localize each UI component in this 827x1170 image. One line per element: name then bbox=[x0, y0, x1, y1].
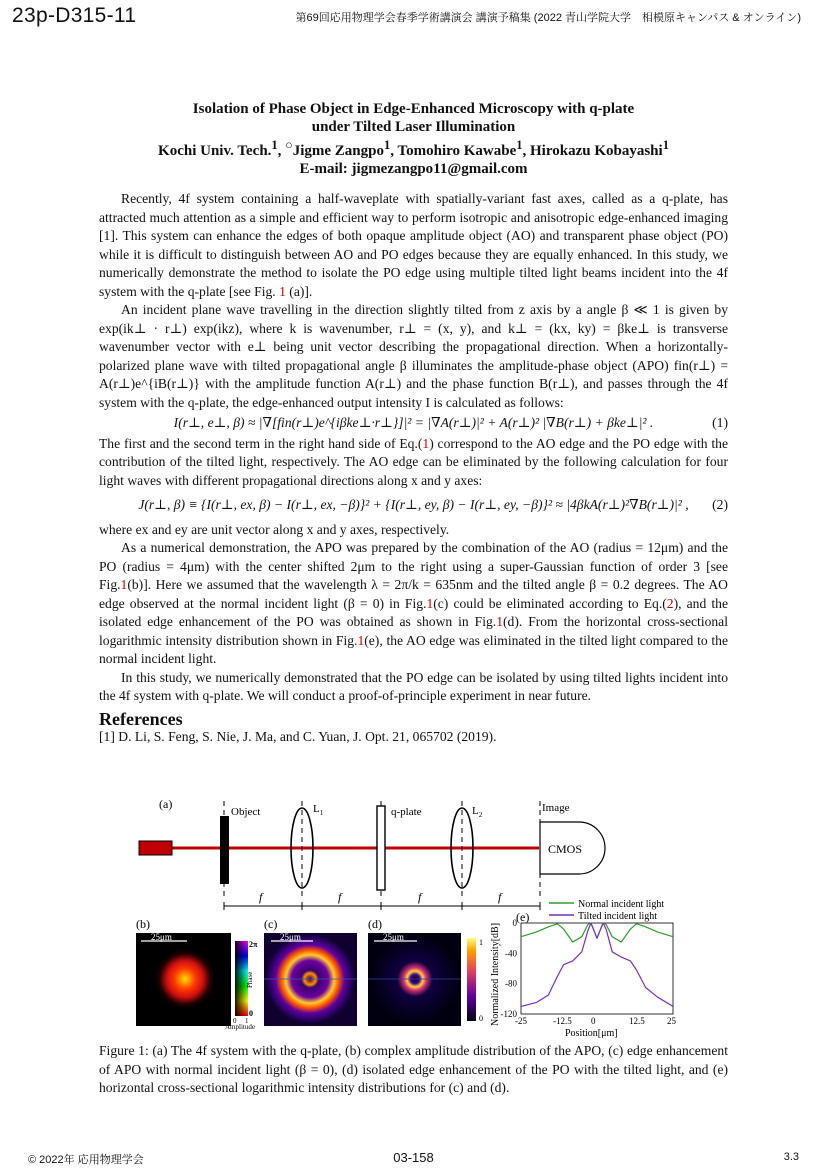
f-label: f bbox=[418, 890, 422, 904]
fig-ref-link[interactable]: 1 bbox=[426, 595, 434, 611]
paper-title-block bbox=[0, 100, 827, 178]
colorbar-min: 0 bbox=[479, 1014, 483, 1023]
amplitude-phase-object bbox=[155, 949, 215, 1009]
amp-max-label: 1 bbox=[245, 1017, 249, 1025]
q-plate-element bbox=[377, 806, 385, 890]
panel-c-label: (c) bbox=[264, 917, 278, 931]
paragraph-2: An incident plane wave travelling in the direction slightly tilted from z axis by a angle β ≪ 1 is given by exp(ik⊥ · r⊥) exp(ikz), where k is wavenumber, r⊥ = (x, y), and k⊥ = (kx, ky) = βke⊥ is transverse wavenumber vector with e⊥ being unit vector describing the propagational direction. When a horizontally-polarized plane wave with tilted propagational angle β illuminates the amplitude-phase object (APO) fin(r⊥) = A(r⊥)e^{iB(r⊥)} with the amplitude function A(r⊥) and the phase function B(r⊥), and passes through the 4f system with the q-plate, the edge-enhanced output intensity I is calculated as follows: bbox=[99, 302, 728, 410]
equation-2: J(r⊥, β) ≡ {I(r⊥, ex, β) − I(r⊥, ex, −β)}² + {I(r⊥, ey, β) − I(r⊥, ey, −β)}² ≈ |4βkA(r⊥)²∇B(r⊥)|² , (2) bbox=[99, 496, 728, 515]
author-3: Hirokazu Kobayashi bbox=[530, 143, 663, 159]
y-tick-label: 0 bbox=[512, 918, 517, 928]
paragraph-3: The first and the second term in the right hand side of Eq.(1) correspond to the AO edge and the PO edge with the contribution of the tilted light, respectively. The AO edge can be eliminated by the following calculation for four light waves with different propagational directions along x and y axes: bbox=[99, 435, 729, 488]
paragraph-5: As a numerical demonstration, the APO was prepared by the combination of the AO (radius = 12μm) and the PO (radius = 4μm) with the center shifted 2μm to the right using a super-Gaussian function of order 3 [see Fig.1(b)]. Here we assumed that the wavelength λ = 2π/k = 635nm and the tilted angle β = 0.2 degrees. The AO edge observed at the normal incident light (β = 0) in Fig.1(c) could be eliminated according to Eq.(2), and the isolated edge enhancement of the PO was obtained as shown in Fig.1(d). From the horizontal cross-sectional logarithmic intensity distribution shown in Fig.1(e), the AO edge was eliminated in the tilted light compared to the normal incident light. bbox=[99, 540, 728, 666]
y-axis-label: Normalized Intensity[dB] bbox=[490, 922, 501, 1026]
footer-copyright: © 2022年 応用物理学会 bbox=[28, 1154, 144, 1166]
y-tick-label: -40 bbox=[505, 948, 517, 959]
session-code: 23p-D315-11 bbox=[12, 4, 137, 27]
paragraph-6: In this study, we numerically demonstrated that the PO edge can be isolated by using tilted lights incident into the 4f system with q-plate. We will conduct a proof-of-principle experiment in near future. bbox=[99, 669, 728, 703]
x-tick-label: 25 bbox=[667, 1016, 676, 1026]
reference-1: [1] D. Li, S. Feng, S. Nie, J. Ma, and C. Yuan, J. Opt. 21, 065702 (2019). bbox=[99, 729, 497, 744]
cmos-label: CMOS bbox=[548, 842, 583, 856]
equation-1: I(r⊥, e⊥, β) ≈ |∇[fin(r⊥)e^{iβke⊥·r⊥}]|² = |∇A(r⊥)|² + A(r⊥)² |∇B(r⊥) + βke⊥|² . (1) bbox=[99, 414, 728, 433]
focal-length-arrows bbox=[224, 902, 540, 910]
series-line bbox=[521, 923, 673, 1006]
panel-b-label: (b) bbox=[136, 917, 150, 931]
colorbar-max: 1 bbox=[479, 938, 483, 947]
y-tick-label: -80 bbox=[505, 978, 517, 989]
figure-caption: Figure 1: (a) The 4f system with the q-plate, (b) complex amplitude distribution of the APO, (c) edge enhancement of APO with normal incident light (β = 0), (d) isolated edge enhancement of the PO with the tilted light, and (e) horizontal cross-sectional logarithmic intensity distributions for (c) and (d). bbox=[99, 1043, 728, 1095]
fig-ref-link[interactable]: 1 bbox=[279, 283, 286, 299]
equation-1-number: (1) bbox=[712, 415, 728, 430]
amp-min-label: 0 bbox=[233, 1017, 237, 1025]
q-plate-label: q-plate bbox=[391, 806, 422, 818]
presenter-mark: ○ bbox=[285, 138, 293, 152]
footer-section-number: 3.3 bbox=[783, 1151, 799, 1163]
paragraph-1: Recently, 4f system containing a half-waveplate with spatially-variant fast axes, called as a q-plate, has attracted much attention as a simple and efficient way to perform isotropic and anisotropic edge-enhanced imaging [1]. This system can enhance the edges of both opaque amplitude object (AO) and transparent phase object (PO) while it is difficult to distinguish between AO and PO edges because they are equally enhanced. In this study, we numerically demonstrate the method to isolate the PO edge using multiple tilted light beams incident into the 4f system with the q-plate [see Fig. 1 (a)]. bbox=[99, 191, 728, 299]
phase-max-label: 2π bbox=[249, 940, 258, 949]
fig-ref-link[interactable]: 1 bbox=[496, 614, 504, 629]
legend-normal: Normal incident light bbox=[578, 899, 665, 910]
panel-e-chart bbox=[490, 899, 677, 1038]
f-label: f bbox=[338, 890, 342, 904]
figure-1 bbox=[99, 798, 728, 1038]
panel-e-label: (e) bbox=[516, 910, 530, 924]
object-label: Object bbox=[231, 806, 261, 818]
author-2: Tomohiro Kawabe bbox=[397, 143, 517, 159]
x-tick-label: -25 bbox=[515, 1016, 527, 1026]
phase-axis-label: Phase bbox=[246, 971, 254, 988]
x-tick-label: -12.5 bbox=[553, 1016, 572, 1026]
panel-d-label: (d) bbox=[368, 917, 382, 931]
title-line-1: Isolation of Phase Object in Edge-Enhanced Microscopy with q-plate bbox=[192, 101, 635, 117]
lens-1-label: $L_1$ bbox=[313, 803, 324, 817]
image-label: Image bbox=[542, 802, 570, 814]
f-label: f bbox=[498, 890, 502, 904]
title-line-2: under Tilted Laser Illumination bbox=[311, 119, 516, 135]
paper-body bbox=[99, 190, 728, 747]
eq-ref-link[interactable]: 2 bbox=[666, 595, 674, 611]
scale-label: 25μm bbox=[280, 932, 301, 942]
f-label: f bbox=[259, 890, 263, 904]
paragraph-4: where ex and ey are unit vector along x and y axes, respectively. bbox=[99, 521, 450, 537]
eq-ref-link[interactable]: 1 bbox=[422, 435, 430, 451]
scale-label: 25μm bbox=[383, 932, 404, 942]
equation-2-number: (2) bbox=[712, 497, 728, 512]
references-heading: References bbox=[99, 708, 183, 729]
amplitude-axis-label: Amplitude bbox=[225, 1023, 255, 1031]
x-tick-label: 0 bbox=[591, 1016, 596, 1026]
footer-page-number: 03-158 bbox=[393, 1150, 434, 1165]
fig-ref-link[interactable]: 1 bbox=[120, 577, 128, 592]
object-element bbox=[220, 816, 229, 884]
panel-a-label: (a) bbox=[159, 798, 173, 811]
phase-min-label: 0 bbox=[249, 1009, 253, 1018]
author-1: Jigme Zangpo bbox=[292, 143, 384, 159]
conference-header: 第69回応用物理学会春季学術講演会 講演予稿集 (2022 青山学院大学 相模原キャンパス & オンライン) bbox=[295, 12, 801, 24]
scale-label: 25μm bbox=[151, 932, 172, 942]
email: E-mail: jigmezangpo11@gmail.com bbox=[299, 161, 528, 177]
x-tick-label: 12.5 bbox=[629, 1016, 645, 1026]
x-axis-label: Position[μm] bbox=[565, 1028, 618, 1038]
laser-source-icon bbox=[139, 841, 172, 855]
affiliation: Kochi Univ. Tech. bbox=[158, 143, 272, 159]
y-tick-label: -120 bbox=[500, 1009, 517, 1019]
legend-tilted: Tilted incident light bbox=[578, 911, 658, 922]
fig-ref-link[interactable]: 1 bbox=[357, 632, 365, 648]
lens-2-label: $L_2$ bbox=[472, 805, 483, 819]
intensity-colorbar bbox=[467, 938, 476, 1021]
author-line: Kochi Univ. Tech.$^1$, ○Jigme Zangpo$^1$, Tomohiro Kawabe$^1$, Hirokazu Kobayashi$^1$ bbox=[158, 138, 669, 159]
series-line bbox=[521, 923, 673, 942]
